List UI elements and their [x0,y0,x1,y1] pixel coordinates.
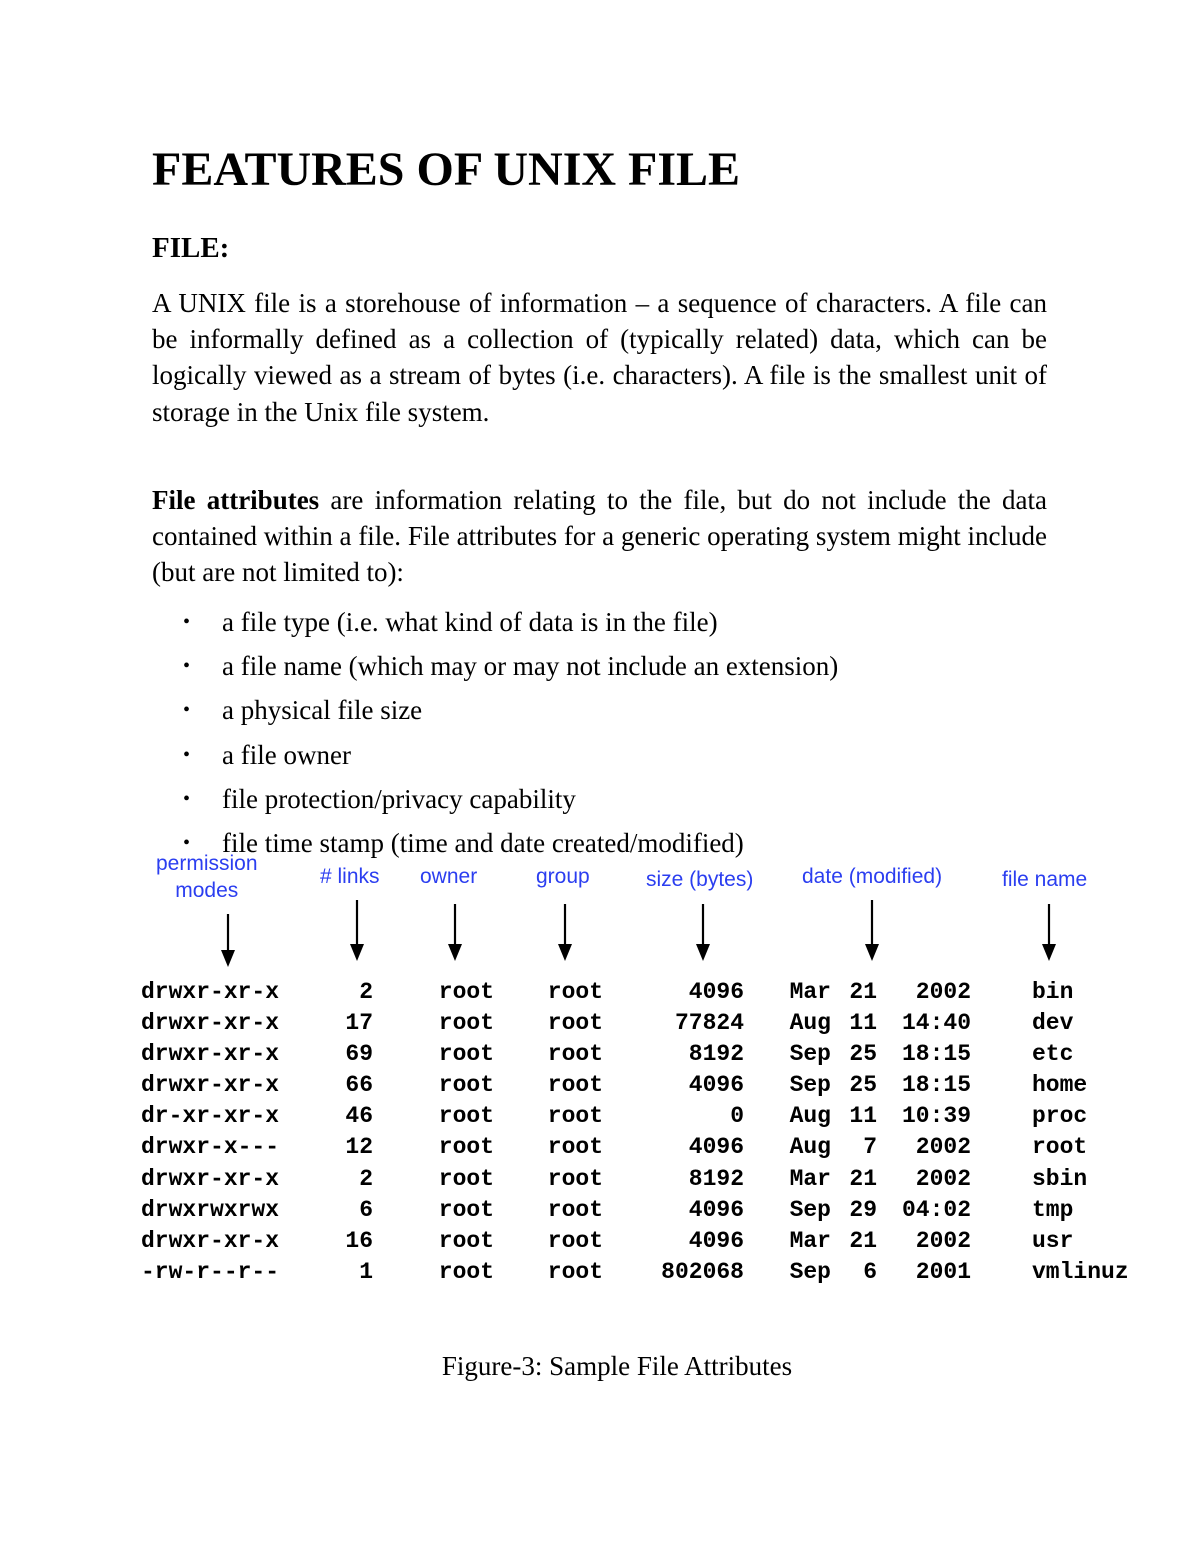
intro-paragraph: A UNIX file is a storehouse of information – a sequence of characters. A file can be informally defined as a collection of (typically related) data, which can be logically viewed as a stream of bytes (i.e. characters). A file is the smallest unit of storage in the Unix file system. [152,288,1047,427]
list-item [183,604,838,648]
attributes-paragraph [152,482,1047,591]
permission-cell: drwxr-xr-x [141,979,280,1005]
bullet-icon: • [183,699,191,722]
section-heading: FILE: [152,232,230,264]
group-cell: root [547,1165,603,1192]
table-row [141,1164,1129,1195]
time-cell: 10:39 [901,1103,971,1130]
links-cell: 16 [345,1227,373,1254]
time-cell: 04:02 [901,1196,971,1223]
filename-cell: home [1032,1072,1088,1099]
day-cell: 25 [849,1072,877,1099]
bullet-icon: • [183,787,191,810]
permission-cell: drwxr-xr-x [141,1072,280,1099]
size-cell: 4096 [688,1227,744,1254]
links-cell: 46 [345,1103,373,1130]
owner-cell: root [438,1165,494,1192]
size-cell: 802068 [661,1258,744,1285]
filename-cell: bin [1032,979,1074,1005]
list-item [183,648,838,692]
bullet-icon: • [183,743,191,766]
size-cell: 4096 [688,1134,744,1161]
day-cell: 11 [849,1103,877,1130]
owner-cell: root [438,1010,494,1037]
label-group: group [536,865,590,888]
filename-cell: tmp [1032,1196,1074,1223]
table-row [141,1195,1129,1226]
month-cell: Sep [789,1041,831,1068]
size-cell: 0 [730,1103,744,1130]
time-cell: 18:15 [901,1041,971,1068]
permission-cell: drwxr-x--- [141,1134,280,1161]
owner-cell: root [438,979,494,1005]
filename-cell: usr [1032,1227,1074,1254]
down-arrow-icon [221,914,235,967]
owner-cell: root [438,1103,494,1130]
links-cell: 1 [359,1258,373,1285]
label-permission-line2: modes [175,879,239,902]
day-cell: 21 [849,1227,877,1254]
list-item [183,781,838,825]
permission-cell: -rw-r--r-- [141,1258,280,1285]
links-cell: 69 [345,1041,373,1068]
table-row [141,1008,1129,1039]
day-cell: 25 [849,1041,877,1068]
list-item-text: a file type (i.e. what kind of data is in the file) [222,607,718,637]
owner-cell: root [438,1041,494,1068]
label-filename: file name [1002,868,1088,891]
size-cell: 4096 [688,979,744,1005]
label-permission-line1: permission [156,852,258,875]
time-cell: 2002 [915,1134,971,1161]
group-cell: root [547,1196,603,1223]
list-item-text: file protection/privacy capability [222,783,576,814]
month-cell: Aug [789,1134,831,1161]
attribute-list [183,604,838,869]
filename-cell: vmlinuz [1032,1258,1129,1285]
size-cell: 77824 [674,1010,744,1037]
size-cell: 4096 [688,1196,744,1223]
group-cell: root [547,1072,603,1099]
down-arrow-icon [448,904,462,961]
table-row [141,1101,1129,1132]
file-attributes-figure [0,846,1200,1286]
month-cell: Mar [789,1165,831,1192]
time-cell: 2001 [915,1258,971,1285]
owner-cell: root [438,1134,494,1161]
month-cell: Sep [789,1196,831,1223]
list-item-text: a file owner [222,739,351,770]
owner-cell: root [438,1258,494,1285]
filename-cell: sbin [1032,1165,1088,1192]
table-row [141,1039,1129,1070]
month-cell: Mar [789,1227,831,1254]
day-cell: 11 [849,1010,877,1037]
group-cell: root [547,1103,603,1130]
links-cell: 17 [345,1010,373,1037]
page-title: FEATURES OF UNIX FILE [152,143,741,196]
time-cell: 14:40 [901,1010,971,1037]
day-cell: 7 [863,1134,877,1161]
month-cell: Aug [789,1010,831,1037]
time-cell: 2002 [915,1227,971,1254]
down-arrows [0,846,1200,976]
links-cell: 6 [359,1196,373,1223]
down-arrow-icon [696,904,710,961]
size-cell: 8192 [688,1165,744,1192]
size-cell: 8192 [688,1041,744,1068]
links-cell: 2 [359,979,373,1005]
permission-cell: drwxr-xr-x [141,1165,280,1192]
filename-cell: proc [1032,1103,1088,1130]
ls-listing-table [141,977,1129,1288]
bullet-icon: • [183,831,191,854]
label-date: date (modified) [802,865,943,888]
table-row [141,1132,1129,1163]
links-cell: 12 [345,1134,373,1161]
time-cell: 18:15 [901,1072,971,1099]
attributes-term: File attributes [152,485,320,515]
time-cell: 2002 [915,979,971,1005]
filename-cell: etc [1032,1041,1074,1068]
label-owner: owner [420,865,478,888]
down-arrow-icon [1042,904,1056,961]
ls-listing-body [141,977,1129,1288]
down-arrow-icon [350,900,364,961]
list-item-text: a physical file size [222,695,423,726]
permission-cell: drwxr-xr-x [141,1041,280,1068]
list-item-text: a file name (which may or may not include an extension) [222,651,839,682]
label-links: # links [320,865,380,888]
permission-cell: drwxrwxrwx [141,1196,280,1223]
day-cell: 6 [863,1258,877,1285]
down-arrow-icon [865,900,879,961]
list-item [183,737,838,781]
down-arrow-icon [558,904,572,961]
day-cell: 21 [849,979,877,1005]
filename-cell: root [1032,1134,1088,1161]
owner-cell: root [438,1196,494,1223]
time-cell: 2002 [915,1165,971,1192]
month-cell: Mar [789,979,831,1005]
group-cell: root [547,1258,603,1285]
permission-cell: dr-xr-xr-x [141,1103,280,1130]
month-cell: Aug [789,1103,831,1130]
links-cell: 66 [345,1072,373,1099]
bullet-icon: • [183,655,191,678]
group-cell: root [547,1134,603,1161]
permission-cell: drwxr-xr-x [141,1227,280,1254]
group-cell: root [547,1010,603,1037]
figure-caption: Figure-3: Sample File Attributes [441,1351,793,1381]
owner-cell: root [438,1227,494,1254]
table-row [141,1226,1129,1257]
links-cell: 2 [359,1165,373,1192]
day-cell: 21 [849,1165,877,1192]
month-cell: Sep [789,1258,831,1285]
table-row [141,977,1129,1008]
bullet-icon: • [183,611,191,633]
group-cell: root [547,1041,603,1068]
attributes-text: are information relating to the file, but do not include the data contained within a file. File attributes for a generic operating system might include (but are not limited to): [152,485,1047,588]
owner-cell: root [438,1072,494,1099]
list-item [183,692,838,736]
table-row [141,1257,1129,1288]
list-item-text: file time stamp (time and date created/modified) [222,827,744,858]
label-size: size (bytes) [646,868,754,891]
size-cell: 4096 [688,1072,744,1099]
group-cell: root [547,1227,603,1254]
permission-cell: drwxr-xr-x [141,1010,280,1037]
day-cell: 29 [849,1196,877,1223]
group-cell: root [547,979,603,1005]
filename-cell: dev [1032,1010,1074,1037]
month-cell: Sep [789,1072,831,1099]
table-row [141,1070,1129,1101]
